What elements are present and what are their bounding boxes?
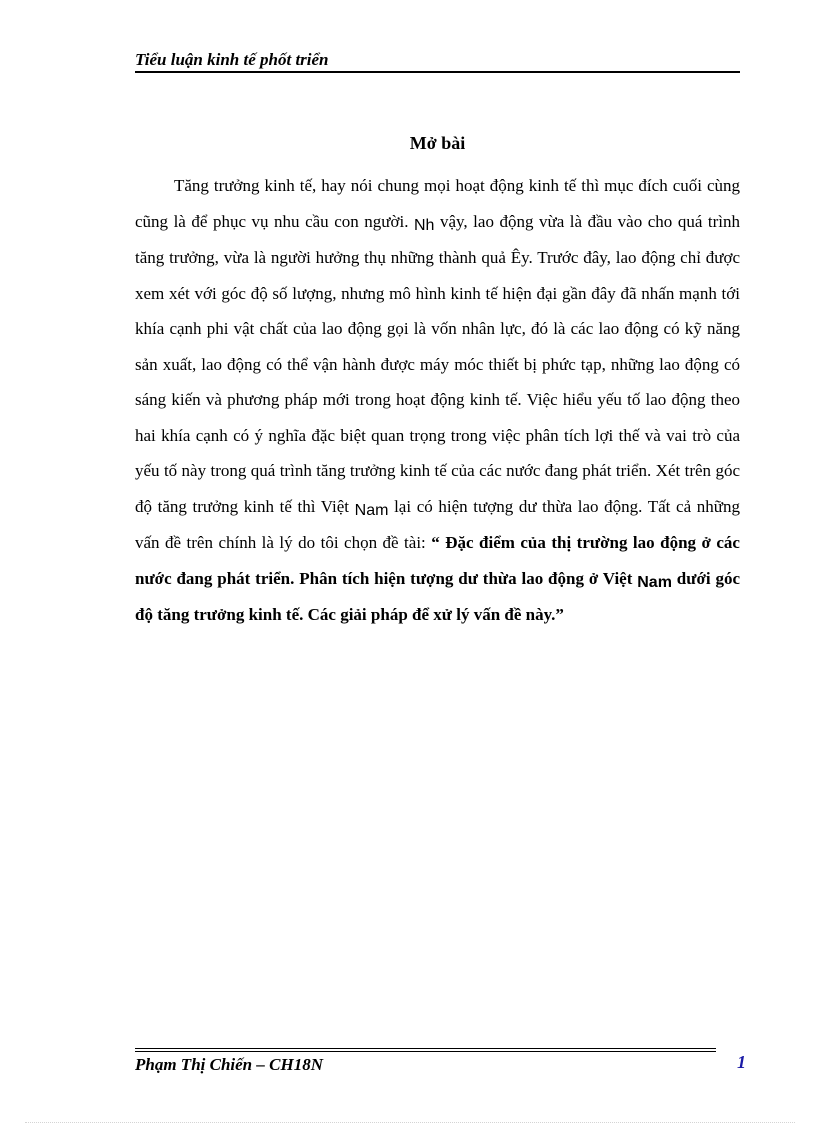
paragraph-text-1: Tăng trưởng kinh tế, hay nói chung mọi hoạt động kinh tế thì mục đích cuối cùng cũng là để phục vụ nhu cầu con người. bbox=[135, 176, 740, 231]
header-rule bbox=[135, 71, 740, 73]
page-title: Mở bài bbox=[409, 133, 466, 153]
footer-rule-top bbox=[135, 1048, 716, 1049]
footer-author: Phạm Thị Chiến – CH18N bbox=[135, 1055, 323, 1074]
topic-text-2: dưới góc độ tăng trưởng kinh tế. Các giải pháp để xử lý vấn đề này.” bbox=[135, 568, 740, 624]
topic-text-1: “ Đặc điểm của thị trường lao động ở các nước đang phát triển. Phân tích hiện tượng dư thừa lao động ở Việt bbox=[135, 533, 740, 588]
paragraph-text-2: vậy, lao động vừa là đầu vào cho quá trình tăng trưởng, vừa là người hưởng thụ những thành quả Êy. Trước đây, lao động chỉ được xem xét với góc độ số lượng, nhưng mô hình kinh tế hiện đại gần đây đã nhấn mạnh tới khía cạnh phi vật chất của lao động gọi là vốn nhân lực, đó là các lao động có kỹ năng sản xuất, lao động có thể vận hành được máy móc thiết bị phức tạp, những lao động có sáng kiến và phương pháp mới trong hoạt động kinh tế. Việc hiểu yếu tố lao động theo hai khía cạnh có ý nghĩa đặc biệt quan trọng trong việc phân tích lợi thế và vai trò của yếu tố này trong quá trình tăng trưởng kinh tế của các nước đang phát triển. Xét trên góc độ tăng trưởng kinh tế thì Việt bbox=[135, 211, 741, 516]
paragraph-word-nh: Nh bbox=[413, 216, 435, 234]
paragraph-text-3: lại có hiện tượng dư thừa lao động. Tất cả những vấn đề trên chính là lý do tôi chọn đề tài: bbox=[135, 496, 740, 552]
paragraph-word-nam-1: Nam bbox=[354, 501, 389, 519]
footer-rule-bottom bbox=[135, 1051, 716, 1052]
page-number: 1 bbox=[737, 1052, 746, 1072]
topic-word-nam: Nam bbox=[637, 573, 672, 591]
header-title: Tiểu luận kinh tế phốt triển bbox=[135, 50, 329, 69]
intro-paragraph bbox=[135, 168, 740, 633]
